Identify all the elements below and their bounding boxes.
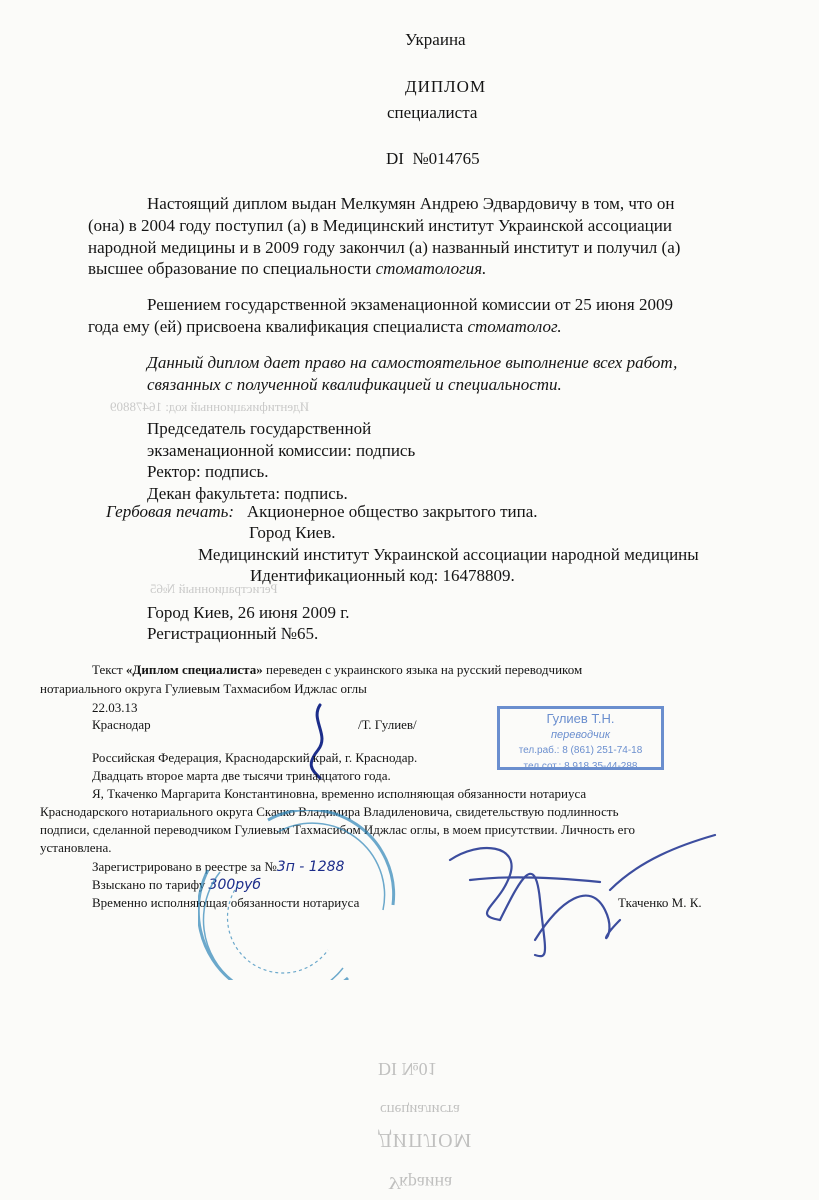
qualification-value: стоматолог. <box>467 317 562 336</box>
translation-suffix: переведен с украинского языка на русский переводчиком <box>262 662 583 677</box>
chairman-line-2: экзаменационной комиссии: подпись <box>147 441 416 460</box>
chairman-line-1: Председатель государственной <box>147 419 372 438</box>
tariff-label: Взыскано по тарифу <box>92 877 206 892</box>
paragraph-1-line-1: Настоящий диплом выдан Мелкумян Андрею Эдвардовичу в том, что он <box>147 194 675 213</box>
seal-city: Город Киев. <box>249 523 336 542</box>
stamp-phone-work: тел.раб.: 8 (861) 251-74-18 <box>518 745 643 756</box>
bleed-bottom-line: ДИПЛОМ <box>378 1129 473 1151</box>
notary-line-5: подписи, сделанной переводчиком Гулиевым Тахмасибом Иджлас оглы, в моем присутствии. Личность его <box>40 822 635 837</box>
notary-line-2: Двадцать второе марта две тысячи тринадцатого года. <box>92 768 391 783</box>
seal-block-line-1 <box>106 501 538 522</box>
paragraph-1-line-3: народной медицины и в 2009 году закончил (а) названный институт и получил (а) <box>88 238 681 257</box>
bleed-bottom-line: Украина <box>388 1173 453 1193</box>
diploma-number <box>386 148 480 169</box>
registration-number: Регистрационный №65. <box>147 624 319 643</box>
notary-line-6: установлена. <box>40 840 112 855</box>
notary-name: Ткаченко М. К. <box>618 895 702 910</box>
dean-line: Декан факультета: подпись. <box>147 484 348 503</box>
rector-line: Ректор: подпись. <box>147 462 269 481</box>
translation-line-1 <box>92 661 582 678</box>
paragraph-2-line-2 <box>88 316 562 337</box>
translation-line-2: нотариального округа Гулиевым Тахмасибом Иджлас оглы <box>40 681 367 696</box>
translation-prefix: Текст <box>92 662 126 677</box>
notary-seal <box>198 810 398 980</box>
document-title: ДИПЛОМ <box>405 77 487 96</box>
stamp-role: переводчик <box>550 729 611 741</box>
registry-number-handwritten: 3п - 1288 <box>276 859 345 875</box>
bleed-through-text: Идентификационный код: 16478809 <box>110 399 310 414</box>
translation-city: Краснодар <box>92 717 151 732</box>
city-date: Город Киев, 26 июня 2009 г. <box>147 603 350 622</box>
notary-signature <box>440 820 720 970</box>
notary-line-1: Российская Федерация, Краснодарский край, г. Краснодар. <box>92 750 418 765</box>
translator-signature-name: /Т. Гулиев/ <box>358 717 417 732</box>
paragraph-1-line-2: (она) в 2004 году поступил (а) в Медицинский институт Украинской ассоциации <box>88 216 672 235</box>
seal-org-type: Акционерное общество закрытого типа. <box>246 502 538 521</box>
stamp-phone-mobile: тел.сот.: 8 918 35-44-288 <box>523 761 638 772</box>
seal-institution: Медицинский институт Украинской ассоциации народной медицины <box>198 545 699 564</box>
paragraph-1-line-4 <box>88 258 486 279</box>
qualification-prefix: года ему (ей) присвоена квалификация специалиста <box>88 317 468 336</box>
translator-stamp <box>497 706 664 770</box>
paragraph-3-line-2: связанных с полученной квалификацией и специальности. <box>147 375 562 394</box>
specialty-prefix: высшее образование по специальности <box>88 259 376 278</box>
translation-date: 22.03.13 <box>92 700 138 715</box>
diploma-series: DI <box>386 149 404 168</box>
stamp-name: Гулиев Т.Н. <box>546 711 615 726</box>
bleed-through-text: Регистрационный №65 <box>150 581 278 596</box>
acting-notary-line: Временно исполняющая обязанности нотариуса <box>92 895 360 910</box>
paragraph-2-line-1: Решением государственной экзаменационной комиссии от 25 июня 2009 <box>147 295 673 314</box>
country-heading: Украина <box>405 30 466 49</box>
translated-doc-title: «Диплом специалиста» <box>125 662 263 677</box>
seal-label: Гербовая печать: <box>106 502 235 521</box>
diploma-serial: №014765 <box>412 149 480 168</box>
registry-label: Зарегистрировано в реестре за № <box>92 859 277 874</box>
notary-line-4: Краснодарского нотариального округа Скачко Владимира Владиленовича, свидетельствую подлинность <box>40 804 619 819</box>
document-subtitle: специалиста <box>387 103 478 122</box>
bleed-bottom-line: специалиста <box>380 1101 460 1117</box>
tariff-amount-handwritten: 300руб <box>208 877 262 893</box>
notary-line-3: Я, Ткаченко Маргарита Константиновна, временно исполняющая обязанности нотариуса <box>92 786 587 801</box>
specialty-value: стоматология. <box>375 259 487 278</box>
paragraph-3-line-1: Данный диплом дает право на самостоятельное выполнение всех работ, <box>147 353 678 372</box>
bleed-bottom-line: DI №01 <box>378 1059 437 1079</box>
seal-id-code: Идентификационный код: 16478809. <box>250 566 515 585</box>
